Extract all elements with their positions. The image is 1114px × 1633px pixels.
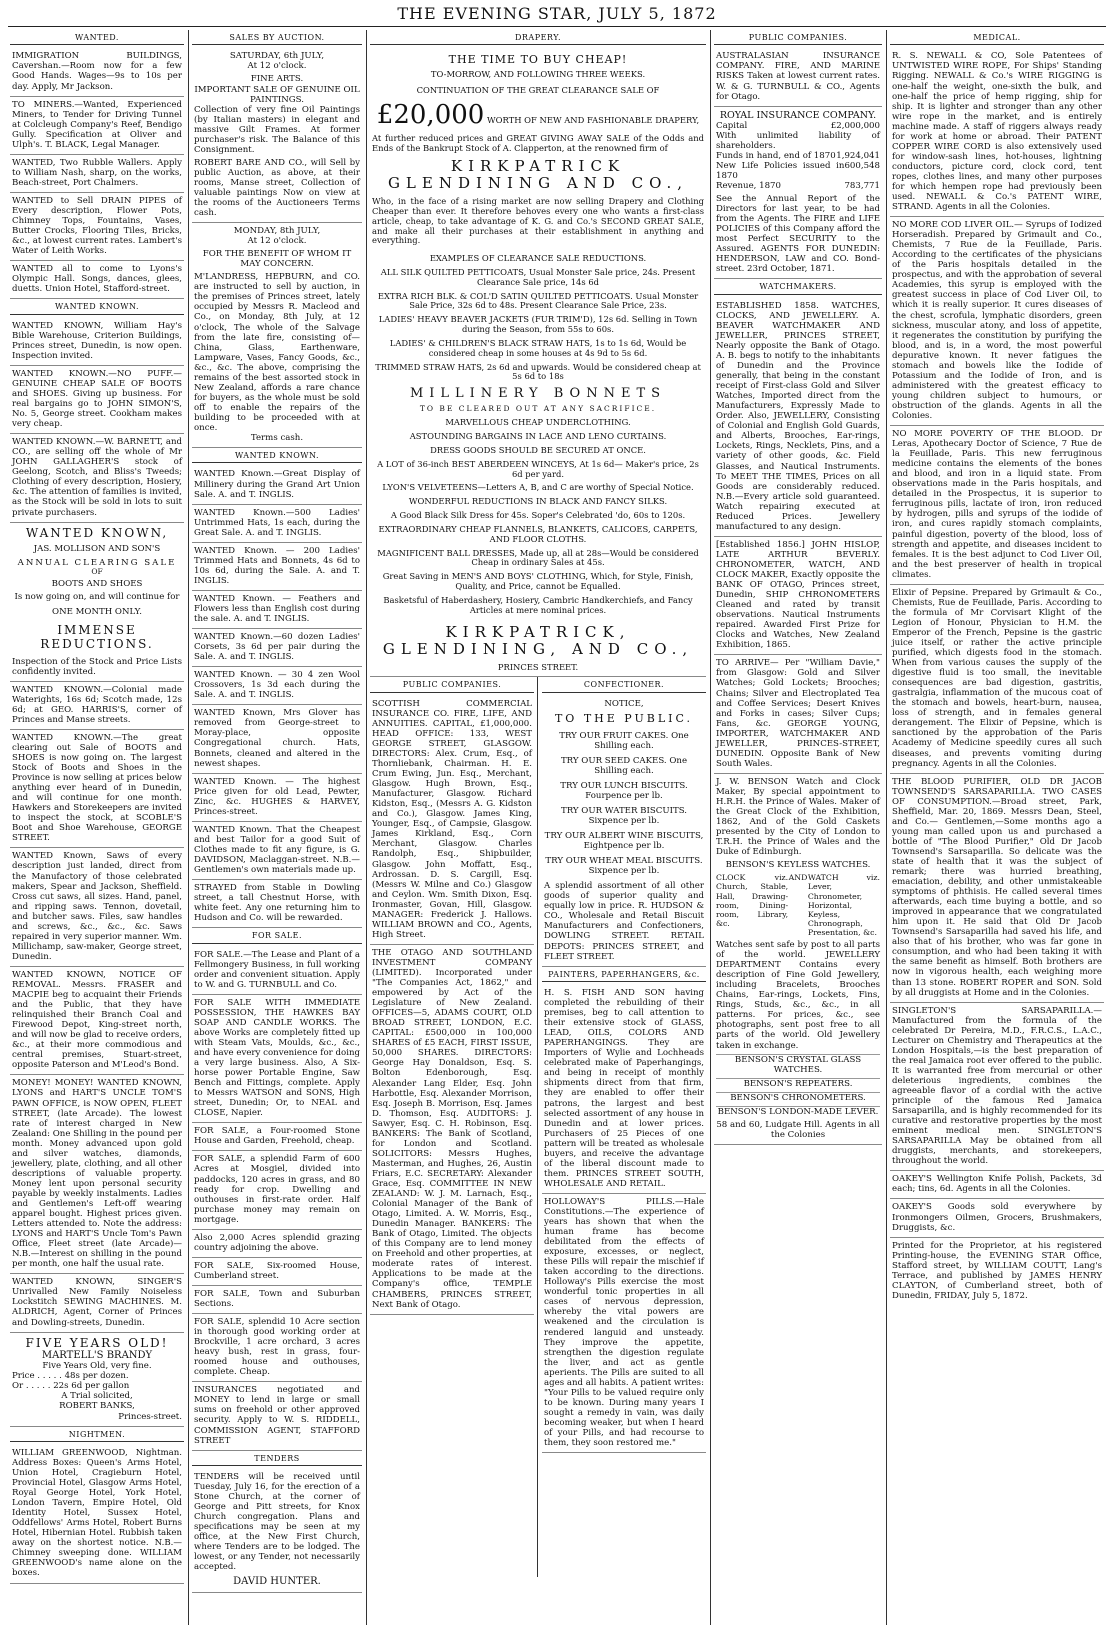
townsend-sarsaparilla-ad: THE BLOOD PURIFIER, OLD DR JACOB TOWNSEND'S SARSAPARILLA. TWO CASES OF CONSUMPTION.—Broad street, Park, Sheffield, Mar. 20, 1869. Messrs Dean, Steel, and Co.— Gentlemen,—Some months ago a young man called upon us and purchased a bottle of "The Blood Purifier," Old Dr Jacob Townsend's Sarsaparilla. So delicate was the state of health that it was the subject of remark; there was hurried breathing, emaciation, debility, and other unmistakeable symptoms of phthisis. He called several times afterwards, each time buying a bottle, and so improved in appearance that we congratulated him upon it. He said that Old Dr Jacob Townsend's Sarsaparilla had saved his life, and also that of his brother, who was far gone in consumption, and who had been taking it with the same benefit as himself. Both brothers are now in vigorous health, each weighing more than 13 stone. ROBERT ROPER and SON. Sold by all druggists at Home and in the Colonies. <box>890 774 1104 1003</box>
column-wanted <box>10 30 184 1625</box>
pepsine-ad: Elixir of Pepsine. Prepared by Grimault & Co., Chemists, Rue de Feuillade, Paris. According to the formula of Mr Corvisart Klight of the Legion of Honour, Physician to H.M. the Emperor of the French, Pepsine is the gastric juice itself, or rather the active principle purified, which digests food in the stomach. When from various causes the supply of the digestive fluid is too small, the inevitable consequences are bad digestion, gastritis, gastralgia, inflammation of the mucous coat of the stomach and bowels, heart-burn, nausea, loss of strength, and in females general derangement. The Elixir of Pepsine, which is sanctioned by the approbation of the Paris Academy of Medicine speedily cures all such diseases, and prevents vomiting during pregnancy. Agents in all the Colonies. <box>890 585 1104 774</box>
section-heading-painters: PAINTERS, PAPERHANGERS, &c. <box>542 967 706 982</box>
singleton-sarsaparilla-ad: SINGLETON'S SARSAPARILLA.— Manufactured from the formula of the celebrated Dr Pereira, M.D., F.R.C.S., L.A.C., Lecturer on Chemistry and Therapeutics at the London Hospitals,—is the best preparation of the real Jamaica root ever offered to the public. It is warranted free from mercurial or other deleterious ingredients, combines the agreeable flavor of a cordial with the active principle of the famous Red Jamaica Sarsaparilla, and is highly recommended for its curative and restorative properties by the most eminent medical men. SINGLETON'S SARSAPARILLA May be obtained from all druggists, merchants, and storekeepers, throughout the world. <box>890 1003 1104 1172</box>
column-public-companies <box>714 30 882 1625</box>
newall-wire-rope-ad: R. S. NEWALL & CO, Sole Patentees of UNTWISTED WIRE ROPE, For Ships' Standing Rigging. NEWALL & Co.'s WIRE RIGGING is one-half the weight, one-sixth the bulk, and one-half the price of hemp rigging, ship for ship. It is lighter and stronger than any other wire rope in the market, and is entirely machine made. A staff of riggers always ready for work at home or abroad. Their PATENT COPPER WIRE CORD is also extensively used for window-sash lines, hot-houses, lightning conductors, picture cord, clock cord, tent ropes, clothes lines, and many other purposes for which hempen rope had previously been used. NEWALL & Co.'s PATENT WIRE, STRAND. Agents in all the Colonies. <box>890 48 1104 217</box>
masthead-rule <box>8 26 1106 27</box>
clearance-item: WONDERFUL REDUCTIONS IN BLACK AND FANCY SILKS. <box>408 496 668 507</box>
wanted-known-ad: STRAYED from Stable in Dowling street, a tall Chestnut Horse, with white feet. Any one returning him to Hudson and Co. will be rewarded. <box>192 880 362 928</box>
wanted-known-ad: WANTED Known.—500 Ladies' Untrimmed Hats, 1s each, during the Great Sale. A. and T. INGLIS. <box>192 505 362 543</box>
section-heading-nightmen: NIGHTMEN. <box>10 1427 184 1442</box>
wanted-known-ad: WANTED Known.—Great Display of Millinery during the Grand Art Union Sale. A. and T. INGLIS. <box>192 466 362 504</box>
wanted-known-ad: WANTED KNOWN, NOTICE OF REMOVAL. Messrs. FRASER and MACPIE beg to acquaint their Friends and the Public, that they have relinquished their Branch Coal and Firewood Depot, King-street north, and will now be glad to receive orders, &c., at their more commodious and central premises, Stuart-street, opposite Paterson and M'Leod's Bond. <box>10 967 184 1075</box>
clearance-item: Great Saving in MEN'S AND BOYS' CLOTHING, Which, for Style, Finish, Quality, and Price, cannot be Equalled. <box>382 571 694 592</box>
fish-and-son-ad: H. S. FISH AND SON having completed the rebuilding of their premises, beg to call attention to their extensive stock of GLASS, LEAD, OILS, COLORS AND PAPERHANGINGS. They are Importers of Wylie and Lochheads celebrated make of Paperhangings, and being in receipt of monthly shipments direct from that firm, they are enabled to offer their patrons, the largest and best selected assortment of any house in Dunedin and at lower prices. Purchasers of 25 Pieces of one pattern will be treated as wholesale buyers, and receive the advantage of the liberal discount made to them. PRINCES STREET SOUTH, WHOLESALE AND RETAIL. <box>542 985 706 1194</box>
section-heading-wanted: WANTED. <box>10 30 184 45</box>
oakey-goods-ad: OAKEY'S Goods sold everywhere by Ironmongers Oilmen, Grocers, Brushmakers, Druggists, &c. <box>890 1199 1104 1237</box>
clearance-item: EXTRA RICH BLK. & COL'D SATIN QUILTED PETTICOATS. Usual Monster Sale Price, 32s 6d to 48s. Present Clearance Sale Price, 23s. <box>377 290 699 311</box>
clearance-item: A Good Black Silk Dress for 45s. Soper's Celebrated 'do, 60s to 120s. <box>390 510 686 521</box>
biscuit-item: TRY OUR WATER BISCUITS. Sixpence per lb. <box>560 805 688 827</box>
clearance-item: ASTOUNDING BARGAINS IN LACE AND LENO CURTAINS. <box>409 431 667 442</box>
royal-figures-row: With unlimited liability of shareholders. <box>716 130 880 151</box>
wanted-known-ad: WANTED Known.—60 dozen Ladies' Corsets, 3s 6d per pair during the Sale. A. and T. INGLIS. <box>192 629 362 667</box>
clearance-item: DRESS GOODS SHOULD BE SECURED AT ONCE. <box>430 444 646 455</box>
for-sale-ad: FOR SALE, splendid 10 Acre section in thorough good working order at Brockville, 1 acre orchard, 3 acres heavy bush, rest in grass, four-roomed house and outhouses, complete. Cheap. <box>192 1314 362 1382</box>
section-heading-public-companies: PUBLIC COMPANIES. <box>370 677 534 692</box>
scottish-insurance-ad: SCOTTISH COMMERCIAL INSURANCE CO. FIRE, LIFE, AND ANNUITIES. CAPITAL, £1,000,000. HEAD OFFICE: 133, WEST GEORGE STREET, GLASGOW. DIRECTORS: Alex. Crum, Esq., of Thornliebank, Chairman. H. E. Crum Ewing, Jun. Esq., Merchant, Glasgow. Hugh Brown, Esq., Manufacturer, Glasgow. Richard Kidston, Esq., (Messrs A. G. Kidston and Co.), Glasgow. James King, Younger, Esq., of Campsie, Glasgow. James Kirkland, Esq., Corn Merchant, Glasgow. Charles Randolph, Esq., Shipbuilder, Glasgow. John Moffatt, Esq., Ardrossan. D. S. Cargill, Esq. (Messrs W. Milne and Co.) Glasgow and Ceylon. Wm. Smith Dixon, Esq. Ironmaster, Govan, Hill, Glasgow. MANAGER: Frederick J. Hallows. WILLIAM BROWN and CO., Agents, High Street. <box>370 696 534 945</box>
section-heading-confectioner: CONFECTIONER. <box>542 677 706 692</box>
benson-price-table-title: BENSON'S CRYSTAL GLASS WATCHES. <box>716 1054 880 1075</box>
benson-clock-watch-list: CLOCK viz. Church, Stable, Hall, Drawing-room, Dining-room, Library, &c. AND WATCH viz. Lever, Chronometer, Horizontal, Keyless, Chronograph, Presentation, &c. <box>716 873 880 937</box>
subcolumn-public-companies <box>370 677 538 1577</box>
nightman-ad: WILLIAM GREENWOOD, Nightman. Address Boxes: Queen's Arms Hotel, Union Hotel, Cragieburn Hotel, Provincial Hotel, Glasgow Arms Hotel, Royal George Hotel, York Hotel, London Tavern, Empire Hotel, Old Identity Hotel, Sussex Hotel, Oddfellows' Arms Hotel, Robert Burns Hotel, Hibernian Hotel. Rubbish taken away on the shortest notice. N.B.—Chimney sweeping done. WILLIAM GREENWOOD's name alone on the boxes. <box>10 1445 184 1584</box>
column-medical <box>890 30 1104 1625</box>
section-heading-drapery: DRAPERY. <box>370 30 706 45</box>
section-heading-for-sale: FOR SALE. <box>192 928 362 943</box>
clearance-item: EXTRAORDINARY CHEAP FLANNELS, BLANKETS, CALICOES, CARPETS, AND FLOOR CLOTHS. <box>378 523 698 544</box>
for-sale-ad: FOR SALE.—The Lease and Plant of a Fellmongery Business, in full working order and convenient situation. Apply to W. and G. TURNBULL and Co. <box>192 947 362 995</box>
kirkpatrick-drapery-ad: THE TIME TO BUY CHEAP! TO-MORROW, AND FOLLOWING THREE WEEKS. CONTINUATION OF THE GREAT CLEARANCE SALE OF £20,000 WORTH OF NEW AND FASHIONABLE DRAPERY, At further reduced prices and GREAT GIVING AWAY SALE of the Odds and Ends of the Bankrupt Stock of A. Clapperton, at the renowned firm of KIRKPATRICK GLENDINING AND CO., Who, in the face of a rising market are now selling Drapery and Clothing Cheaper than ever. It therefore behoves every one who wants a first-class article, cheap, to take advantage of K. G. and Co.'s SECOND GREAT SALE, and make all their purchases at their establishment in anything and everything. EXAMPLES OF CLEARANCE SALE REDUCTIONS. ALL SILK QUILTED PETTICOATS, Usual Monster Sale price, 24s. Present Clearance Sale price, 14s 6d EXTRA RICH BLK. & COL'D SATIN QUILTED PETTICOATS. Usual Monster Sale Price, 32s 6d to 48s. Present Clearance Sale Price, 23s. LADIES' HEAVY BEAVER JACKETS (FUR TRIM'D), 12s 6d. Selling in Town during the Season, from 55s to 60s. LADIES' & CHILDREN'S BLACK STRAW HATS, 1s to 1s 6d, Would be considered cheap in some houses at 4s 9d to 5s 6d. TRIMMED STRAW HATS, 2s 6d and upwards. Would be considered cheap at 5s 6d to 18s MILLINERY BONNETS TO BE CLEARED OUT AT ANY SACRIFICE. MARVELLOUS CHEAP UNDERCLOTHING. ASTOUNDING BARGAINS IN LACE AND LENO CURTAINS. DRESS GOODS SHOULD BE SECURED AT ONCE. A LOT of 36-inch BEST ABERDEEN WINCEYS, At 1s 6d— Maker's price, 2s 6d per yard. LYON'S VELVETEENS—Letters A, B, and C are worthy of Special Notice. WONDERFUL REDUCTIONS IN BLACK AND FANCY SILKS. A Good Black Silk Dress for 45s. Soper's Celebrated 'do, 60s to 120s. EXTRAORDINARY CHEAP FLANNELS, BLANKETS, CALICOES, CARPETS, AND FLOOR CLOTHS. MAGNIFICENT BALL DRESSES, Made up, all at 28s—Would be considered Cheap in ordinary Sales at 45s. Great Saving in MEN'S AND BOYS' CLOTHING, Which, for Style, Finish, Quality, and Price, cannot be Equalled. Basketsful of Haberdashery, Hosiery, Cambric Handkerchiefs, and Fancy Articles at mere nominal prices. KIRKPATRICK, GLENDINING, AND CO., PRINCES STREET. <box>370 48 706 677</box>
section-heading-medical: MEDICAL. <box>890 30 1104 45</box>
clearance-item: Basketsful of Haberdashery, Hosiery, Cambric Handkerchiefs, and Fancy Articles at mere nominal prices. <box>383 594 693 615</box>
section-heading-public-companies: PUBLIC COMPANIES. <box>714 30 882 45</box>
column-auction <box>192 30 362 1625</box>
george-young-ad: TO ARRIVE— Per "William Davie," from Glasgow: Gold and Silver Watches; Gold Lockets; Brooches; Chains; Silver and Electroplated Tea and Coffee Services; Desert Knives and Forks in cases; Silver Cups; Fans, &c. GEORGE YOUNG, IMPORTER, WATCHMAKER AND JEWELLER, PRINCES-STREET, DUNEDIN. Opposite Bank of New South Wales. <box>714 655 882 774</box>
biscuit-item: TRY OUR FRUIT CAKES. One Shilling each. <box>559 730 689 751</box>
section-heading-auction: SALES BY AUCTION. <box>192 30 362 45</box>
column-drapery <box>370 30 706 1625</box>
classified-ad: WANTED all to come to Lyons's Olympic Hall. Songs, dances, glees, duetts. Union Hotel, Stafford-street. <box>10 261 184 299</box>
classified-ad: WANTED to Sell DRAIN PIPES of Every description, Flower Pots, Chimney Tops, Fountains, Vases, Butter Crocks, Flooring Tiles, Bricks, &c., at lowest current rates. Lambert's Water of Leith Works. <box>10 193 184 261</box>
cod-liver-oil-ad: NO MORE COD LIVER OIL.— Syrups of Iodized Horseradish. Prepared by Grimault and Co., Chemists, 7 Rue de la Feuillade, Paris. According to the certificates of the physicians of the Paris hospitals detailed in the prospectus, and with the approbation of several Academies, this syrup is employed with the greatest success in place of Cod Liver Oil, to which it is really superior. It cures diseases of the chest, scrofula, lymphatic disorders, green sickness, muscular atony, and loss of appetite, it regenerates the constitution by purifying the blood, and is, in a word, the most powerful depurative known. It never fatigues the stomach and bowels like the Iodide of Potassium and the Iodide of Iron, and is administered with the greatest efficacy to young children subject to humours, or obstruction of the glands. Agents in all the Colonies. <box>890 217 1104 426</box>
oakey-knife-polish-ad: OAKEY'S Wellington Knife Polish, Packets, 3d each; tins, 6d. Agents in all the Colonies. <box>890 1171 1104 1199</box>
section-heading-tenders: TENDERS <box>192 1451 362 1466</box>
section-heading-wanted-known: WANTED KNOWN. <box>10 299 184 314</box>
royal-insurance-ad: ROYAL INSURANCE COMPANY. Capital £2,000,000 With unlimited liability of shareholders. Funds in hand, end of 1870 1,924,041 New Life Policies issued in 1870 600,548 Revenue, 1870 783,771 See the Annual Report of the Directors for last year, to be had from the Agents. The FIRE and LIFE POLICIES of this Company afford the most Perfect SECURITY to the Assured. AGENTS FOR DUNEDIN: HENDERSON, LAW and CO. Bond-street. 23rd October, 1871. <box>714 107 882 280</box>
clearance-item: LYON'S VELVETEENS—Letters A, B, and C are worthy of Special Notice. <box>382 482 694 493</box>
drapery-lower-grid <box>370 677 706 1577</box>
wanted-known-ad: MONEY! MONEY! WANTED KNOWN, LYONS and HART'S UNCLE TOM'S PAWN OFFICE, is NOW OPEN, FLEET STREET, (late Arcade). The lowest rate of interest charged in New Zealand: One Shilling in the pound per month. Money advanced upon gold and silver watches, diamonds, jewellery, plate, clothing, and all other descriptions of valuable property. Money lent upon personal security payable by weekly instalments. Ladies and Gentlemen's Left-off wearing apparel bought. Highest prices given. Letters attended to. Note the address: LYONS and HART'S Uncle Tom's Pawn Office, Fleet street (late Arcade)— N.B.—Interest on shilling in the pound per month, one half the usual rate. <box>10 1075 184 1274</box>
for-sale-ad: FOR SALE WITH IMMEDIATE POSSESSION, THE HAWKES BAY SOAP AND CANDLE WORKS. The above Works are completely fitted up with Steam Vats, Moulds, &c., &c., and have every convenience for doing a very large business. Also, A Six-horse power Portable Engine, Saw Bench and Fittings, complete. Apply to Messrs WATSON and SONS, High street, Dunedin; Or, to NEAL and CLOSE, Napier. <box>192 995 362 1124</box>
hislop-chronometer-ad: [Established 1856.] JOHN HISLOP, LATE ARTHUR BEVERLY. CHRONOMETER, WATCH, AND CLOCK MAKER, Exactly opposite the BANK OF OTAGO, Princes street, Dunedin, SHIP CHRONOMETERS Cleaned and rated by transit observations. Nautical Instruments repaired. Awarded First Prize for Clocks and Watches, New Zealand Exhibition, 1865. <box>714 537 882 656</box>
benson-price-table-title: BENSON'S LONDON-MADE LEVER. <box>717 1106 879 1117</box>
wanted-known-ad: WANTED Known. — 30 4 zen Wool Crossovers, 1s 3d each during the Sale. A. and T. INGLIS. <box>192 667 362 705</box>
for-sale-ad: FOR SALE, Town and Suburban Sections. <box>192 1286 362 1314</box>
clearance-item: LADIES' HEAVY BEAVER JACKETS (FUR TRIM'D), 12s 6d. Selling in Town during the Season, from 55s to 60s. <box>378 314 698 335</box>
biscuit-item: TRY OUR SEED CAKES. One Shilling each. <box>560 755 688 776</box>
for-sale-ad: FOR SALE, a splendid Farm of 600 Acres at Mosgiel, divided into paddocks, 120 acres in grass, and 80 ready for crop. Dwelling and outhouses in first-rate order. Half purchase money may remain on mortgage. <box>192 1151 362 1229</box>
australasian-insurance-ad: AUSTRALASIAN INSURANCE COMPANY. FIRE, AND MARINE RISKS Taken at lowest current rates. W. & G. TURNBULL & CO., Agents for Otago. <box>714 48 882 106</box>
auction-fine-arts: SATURDAY, 6th JULY, At 12 o'clock. FINE ARTS. IMPORTANT SALE OF GENUINE OIL PAINTINGS. Collection of very fine Oil Paintings (by Italian masters) in elegant and massive Gilt Frames. At former purchaser's risk. The Balance of this Consignment. ROBERT BARE AND CO., will Sell by public Auction, as above, at their rooms, Manse street, Collection of valuable paintings Now on view at the rooms of the Auctioneers Terms cash. <box>192 48 362 223</box>
poverty-blood-ad: NO MORE POVERTY OF THE BLOOD. Dr Leras, Apothecary Doctor of Science, 7 Rue de la Feuillade, Paris. This new ferruginous medicine contains the elements of the bones and blood, and iron in a liquid state. From observations made in the Paris hospitals, and detailed in the Prospectus, it is superior to ferruginous pills, lactate of iron, iron reduced by hydrogen, pills and syrups of the iodide of iron, and cures rapidly stomach complaints, painful digestion, poverty of the blood, loss of strength and appetite, and diseases incident to females. It is the best adjunct to Cod Liver Oil, and the best preserver of health in tropical climates. <box>890 426 1104 585</box>
column-divider <box>188 30 189 1625</box>
wanted-known-ad: WANTED KNOWN, William Hay's Bible Warehouse, Criterion Buildings, Princes street, Dunedin, is now open. Inspection invited. <box>10 318 184 366</box>
clearance-item: A LOT of 36-inch BEST ABERDEEN WINCEYS, At 1s 6d— Maker's price, 2s 6d per yard. <box>377 458 699 479</box>
biscuit-item: TRY OUR WHEAT MEAL BISCUITS. Sixpence per lb. <box>545 856 703 877</box>
wanted-known-ad: WANTED Known. — 200 Ladies' Trimmed Hats and Bonnets, 4s 6d to 10s 6d, during the Sale. A. and T. INGLIS. <box>192 543 362 591</box>
clearance-item: ALL SILK QUILTED PETTICOATS, Usual Monster Sale price, 24s. Present Clearance Sale price, 14s 6d <box>380 267 696 287</box>
hudson-confectioner-ad: NOTICE, TO THE PUBLIC. TRY OUR FRUIT CAKES. One Shilling each. TRY OUR SEED CAKES. One Shilling each. TRY OUR LUNCH BISCUITS. Fourpence per lb. TRY OUR WATER BISCUITS. Sixpence per lb. TRY OUR ALBERT WINE BISCUITS, Eightpence per lb. TRY OUR WHEAT MEAL BISCUITS. Sixpence per lb. A splendid assortment of all other goods of superior quality and equally low in price. R. HUDSON & CO., Wholesale and Retail Biscuit Manufacturers and Confectioners, DOWLING STREET. RETAIL DEPOTS: PRINCES STREET, and FLEET STREET. <box>542 696 706 967</box>
wanted-known-ad: WANTED Known, Mrs Glover has removed from George-street to Moray-place, opposite Congregational church. Hats, Bonnets, cleaned and altered in the newest shapes. <box>192 705 362 773</box>
wanted-known-ad: WANTED Known. — Feathers and Flowers less than English cost during the sale. A. and T. INGLIS. <box>192 591 362 629</box>
column-divider <box>886 30 887 1625</box>
wanted-known-ad: WANTED Known. — The highest Price given for old Lead, Pewter, Zinc, &c. HUGHES & HARVEY, Princes-street. <box>192 774 362 822</box>
for-sale-ad: Also 2,000 Acres splendid grazing country adjoining the above. <box>192 1230 362 1258</box>
beaver-watchmaker-ad: ESTABLISHED 1858. WATCHES, CLOCKS, AND JEWELLERY. A. BEAVER WATCHMAKER AND JEWELLER, PRINCES STREET, Nearly opposite the Bank of Otago. A. B. begs to notify to the inhabitants of Dunedin and the Province generally, that being in the constant receipt of First-class Gold and Silver Watches, Imported direct from the Manufacturers, Expressly Made to Order. Also, JEWELLERY, Consisting of Colonial and English Gold Guards, and Alberts, Brooches, Ear-rings, Lockets, Rings, Necklets, Pins, and a variety of other goods, &c. Field Glasses, and Nautical Instruments. To MEET THE TIMES, Prices on all Goods are considerably reduced. N.B.—Every article sold guaranteed. Watch repairing executed at Reduced Prices. Jewellery manufactured to any design. <box>714 298 882 537</box>
mollison-ad: WANTED KNOWN, JAS. MOLLISON AND SON'S ANNUAL CLEARING SALE OF BOOTS AND SHOES Is now going on, and will continue for ONE MONTH ONLY. IMMENSE REDUCTIONS. Inspection of the Stock and Price Lists confidently invited. <box>10 523 184 682</box>
subcolumn-confectioner <box>538 677 706 1577</box>
martell-brandy-ad: FIVE YEARS OLD! MARTELL'S BRANDY Five Years Old, very fine. Price . . . . . 48s per dozen. Or . . . . . 22s 6d per gallon A Trial solicited, ROBERT BANKS, Princes-street. <box>10 1333 184 1427</box>
column-divider <box>366 30 367 1625</box>
classified-ad: IMMIGRATION BUILDINGS, Cavershan.—Room now for a few Good Hands. Wages—9s to 10s per day. Apply, Mr Jackson. <box>10 48 184 96</box>
column-divider <box>710 30 711 1625</box>
royal-figures-row: Funds in hand, end of 1870 1,924,041 <box>716 150 880 161</box>
otago-investment-ad: THE OTAGO AND SOUTHLAND INVESTMENT COMPANY (LIMITED). Incorporated under "The Companies Act, 1862," and empowered by Act of the Legislature of New Zealand. OFFICES—5, ADAMS COURT, OLD BROAD STREET, LONDON, E.C. CAPITAL: £500,000 in 100,000 SHARES of £5 EACH, FIRST ISSUE, 50,000 SHARES. DIRECTORS: George Hay Donaldson, Esq. S. Bolton Edenborough, Esq. Alexander Lang Elder, Esq. John Harbottle, Esq. Alexander Morrison, Esq. Joseph B. Morrison, Esq. James D. Thomson, Esq. AUDITORS: J. Sawyer, Esq. C. H. Robinson, Esq. BANKERS: The Bank of Scotland, for London and Scotland. SOLICITORS: Messrs Hughes, Masterman, and Hughes, 26, Austin Friars, E.C. SECRETARY: Alexander Grace, Esq. COMMITTEE IN NEW ZEALAND: W. J. M. Larnach, Esq., Colonial Manager of the Bank of Otago, Limited. A. W. Morris, Esq., Dunedin Manager. BANKERS: The Bank of Otago, Limited. The objects of this Company are to lend money on Freehold and other properties, at moderate rates of interest. Applications to be made at the Company's office, TEMPLE CHAMBERS, PRINCES STREET, Next Bank of Otago. <box>370 945 534 1315</box>
masthead-title: THE EVENING STAR, JULY 5, 1872 <box>397 4 717 23</box>
wanted-known-ad: WANTED KNOWN, SINGER'S Unrivalled New Family Noiseless Lockstitch SEWING MACHINES. M. ALDRICH, Agent, Corner of Princes and Dowling-streets, Dunedin. <box>10 1274 184 1332</box>
wanted-known-ad: WANTED KNOWN.—Colonial made Waterights, 16s 6d; Scotch made, 12s 6d; at GEO. HARRIS'S, corner of Princes and Manse streets. <box>10 682 184 730</box>
wanted-known-ad: WANTED KNOWN.—The great clearing out Sale of BOOTS and SHOES is now going on. The largest Stock of Boots and Shoes in the Province is now selling at prices below anything ever heard of in Dunedin, and will continue for one month. Hawkers and Storekeepers are invited to inspect the stock, at SCOBLE'S Boot and Shoe Warehouse, GEORGE STREET. <box>10 730 184 849</box>
benson-price-table-title: BENSON'S CHRONOMETERS. <box>716 1092 880 1103</box>
auction-salvage: MONDAY, 8th JULY, At 12 o'clock. FOR THE BENEFIT OF WHOM IT MAY CONCERN. M'LANDRESS, HEPBURN, and CO. are instructed to sell by auction, in the premises of Princes street, lately occupied by Messrs R. Macleod and Co., on Monday, 8th July, at 12 o'clock, The whole of the Salvage from the late fire, consisting of— China, Glass, Earthenware, Lampware, Vases, Fancy Goods, &c., &c., &c. The above, comprising the remains of the best assorted stock in New Zealand, affords a rare chance for buyers, as the whole must be sold off to enable the repairs of the building to be proceeded with at once. Terms cash. <box>192 223 362 448</box>
section-heading-wanted-known: WANTED KNOWN. <box>192 448 362 463</box>
royal-figures-row: Capital £2,000,000 <box>716 120 880 131</box>
clearance-item: LADIES' & CHILDREN'S BLACK STRAW HATS, 1s to 1s 6d, Would be considered cheap in some houses at 4s 9d to 5s 6d. <box>389 337 687 358</box>
benson-price-table-title: BENSON'S REPEATERS. <box>716 1078 880 1089</box>
holloway-pills-ad: HOLLOWAY'S PILLS.—Hale Constitutions.—The experience of years has shown that when the human frame has become debilitated from the effects of exposure, excesses, or neglect, these Pills will repair the mischief if taken according to the directions. Holloway's Pills exercise the most wonderful tonic properties in all cases of nervous depression, whereby the vital powers are weakened and the circulation is rendered languid and unsteady. They improve the appetite, strengthen the digestion regulate the liver, and act as gentle aperients. The Pills are suited to all ages and all habits. A patient writes: "Your Pills to be valued require only to be known. During many years I sought a remedy in vain, was daily becoming weaker, but when I heard of your Pills, and had recourse to them, they soon restored me." <box>542 1194 706 1453</box>
clearance-item: MAGNIFICENT BALL DRESSES, Made up, all at 28s—Would be considered Cheap in ordinary Sales at 45s. <box>377 547 699 568</box>
royal-figures-row: Revenue, 1870 783,771 <box>716 180 880 191</box>
section-heading-watchmakers: WATCHMAKERS. <box>714 279 882 294</box>
wanted-known-ad: WANTED KNOWN.—W. BARNETT, and CO., are selling off the whole of Mr JOHN GALLAGHER'S stock of Geelong, Scotch, and Bliss's Tweeds; Clothing of every description, Hosiery, &c. The attention of families is invited, as the Stock will be sold in lots to suit private purchasers. <box>10 434 184 522</box>
for-sale-ad: INSURANCES negotiated and MONEY to lend in large or small sums on freehold or other approved security. Apply to W. S. RIDDELL, COMMISSION AGENT, STAFFORD STREET <box>192 1382 362 1450</box>
wanted-known-ad: WANTED Known. That the Cheapest and best Tailor for a good Suit of Clothes made to fit any figure, is G. DAVIDSON, Maclaggan-street. N.B.—Gentlemen's own materials made up. <box>192 822 362 880</box>
printer-imprint: Printed for the Proprietor, at his registered Printing-house, the EVENING STAR Office, Stafford street, by WILLIAM COUTT, Lang's Terrace, and published by JAMES HENRY CLAYTON, of Cumberland street, both of Dunedin, FRIDAY, July 5, 1872. <box>892 1240 1102 1301</box>
clearance-item: MARVELLOUS CHEAP UNDERCLOTHING. <box>445 417 631 428</box>
clearance-item: TRIMMED STRAW HATS, 2s 6d and upwards. Would be considered cheap at 5s 6d to 18s <box>375 361 701 382</box>
biscuit-item: TRY OUR LUNCH BISCUITS. Fourpence per lb. <box>560 780 688 801</box>
for-sale-ad: FOR SALE, Six-roomed House, Cumberland street. <box>192 1258 362 1286</box>
wanted-known-ad: WANTED KNOWN.—NO PUFF.— GENUINE CHEAP SALE OF BOOTS and SHOES. Giving up business. For real bargains go to JOHN SIMON'S, No. 5, George street. Cookham makes very cheap. <box>10 366 184 434</box>
wanted-known-ad: WANTED Known, Saws of every description just landed, direct from the Manufactory of those celebrated makers, Spear and Jackson, Sheffield. Cross cut saws, all sizes. Hand, panel, and ripping saws. Tennon, dovetail, and butcher saws. Files, saw handles and screws, &c., &c., &c. Saws repaired in very superior manner. Wm. Millichamp, saw-maker, George street, Dunedin. <box>10 848 184 967</box>
tender-ad: TENDERS will be received until Tuesday, July 16, for the erection of a Stone Church, at the corner of George and Pitt streets, for Knox Church congregation. Plans and specifications may be seen at my office, at the New First Church, where Tenders are to be lodged. The lowest, or any Tender, not necessarily accepted. DAVID HUNTER. <box>192 1469 362 1593</box>
classified-ad: TO MINERS.—Wanted, Experienced Miners, to Tender for Driving Tunnel at Colcleugh Company's Reef, Bendigo Gully. Specification at Oliver and Ulph's. T. BLACK, Legal Manager. <box>10 97 184 155</box>
royal-figures-row: New Life Policies issued in 1870 600,548 <box>716 160 880 181</box>
for-sale-ad: FOR SALE, a Four-roomed Stone House and Garden, Freehold, cheap. <box>192 1123 362 1151</box>
biscuit-item: TRY OUR ALBERT WINE BISCUITS, Eightpence per lb. <box>544 831 704 852</box>
classified-ad: WANTED, Two Rubble Wallers. Apply to William Nash, sharp, on the works, Beach-street, Port Chalmers. <box>10 155 184 193</box>
benson-watch-ad: J. W. BENSON Watch and Clock Maker, By special appointment to H.R.H. the Prince of Wales. Maker of the Great Clock of the Exhibition, 1862, And of the Gold Caskets presented by the City of London to T.R.H. the Prince of Wales and the Duke of Edinburgh. BENSON'S KEYLESS WATCHES. CLOCK viz. Church, Stable, Hall, Drawing-room, Dining-room, Library, &c. AND WATCH viz. Lever, Chronometer, Horizontal, Keyless, Chronograph, Presentation, &c. Watches sent safe by post to all parts of the world. JEWELLERY DEPARTMENT Contains every description of Fine Gold Jewellery, including Bracelets, Brooches Chains, Ear-rings, Lockets, Fins, Rings, Studs, &c., &c., in all patterns. For prices, &c., see photographs, sent post free to all parts of the world. Old Jewellery taken in exchange. BENSON'S CRYSTAL GLASS WATCHES. BENSON'S REPEATERS. BENSON'S CHRONOMETERS. BENSON'S LONDON-MADE LEVER. 58 and 60, Ludgate Hill. Agents in all the Colonies <box>714 774 882 1145</box>
